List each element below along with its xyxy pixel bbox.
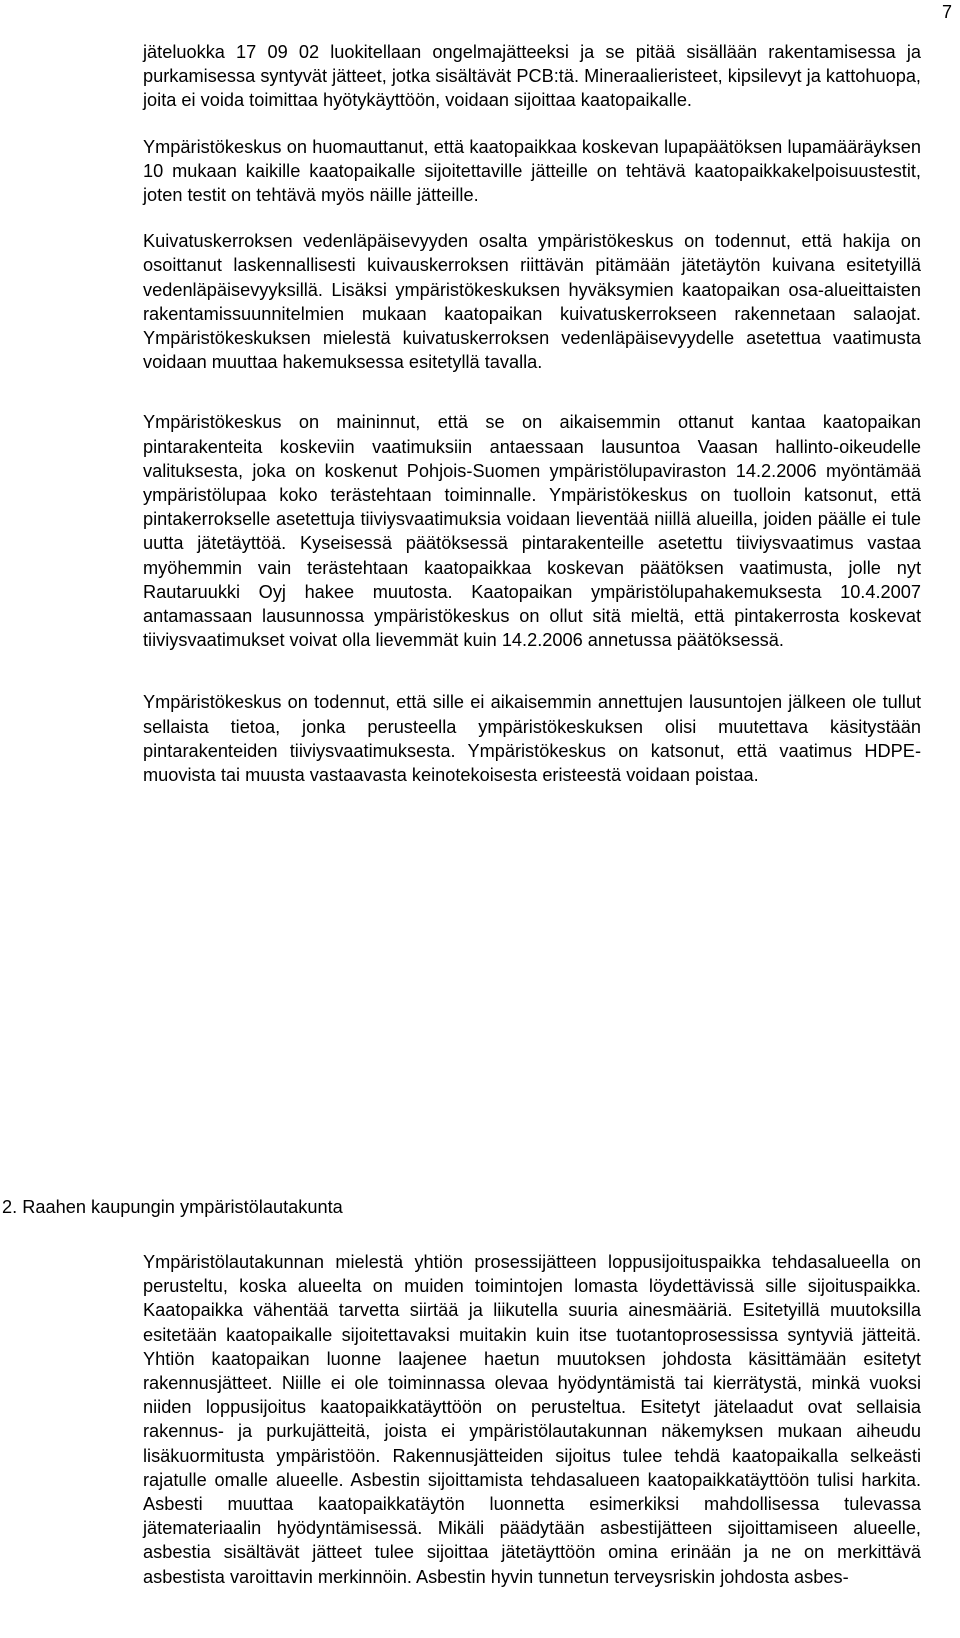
paragraph-surface-structures: Ympäristökeskus on maininnut, että se on aikaisemmin ottanut kantaa kaatopaikan pintarakenteita koskeviin vaatimuksiin antaessaan lausuntoa Vaasan hallinto-oikeudelle valituksesta, joka on koskenut Pohjois-Suomen ympäristölupaviraston 14.2.2006 myöntämää ympäristölupaa koko terästehtaan toiminnalle. Ympäristökeskus on tuolloin katsonut, että pintakerrokselle asetettuja tiiviysvaatimuksia voidaan lieventää niillä alueilla, joiden päälle ei tule uutta jätetäyttöä. Kyseisessä päätöksessä pintarakenteille asetettu tiiviysvaatimus vastaa myöhemmin vain terästehtaan kaatopaikkaa koskevan päätöksen vaatimusta, jolle nyt Rautaruukki Oyj hakee muutosta. Kaatopaikan ympäristölupahakemuksesta 10.4.2007 antamassaan lausunnossa ympäristökeskus on ollut sitä mieltä, että pintakerrosta koskevat tiiviysvaatimukset voivat olla lievemmät kuin 14.2.2006 annetussa päätöksessä. xyxy=(143,412,921,651)
paragraph-hdpe-requirement: Ympäristökeskus on todennut, että sille ei aikaisemmin annettujen lausuntojen jälkeen ole tullut sellaista tietoa, jonka perusteella ympäristökeskuksen olisi muutettava käsitystään pintarakenteiden tiiviysvaatimuksesta. Ympäristökeskus on katsonut, että vaatimus HDPE-muovista tai muusta vastaavasta keinotekoisesta eristeestä voidaan poistaa. xyxy=(143,692,921,786)
paragraph-landfill-testing: Ympäristökeskus on huomauttanut, että kaatopaikkaa koskevan lupapäätöksen lupamääräyksen 10 mukaan kaikille kaatopaikalle sijoitettaville jätteille on tehtävä kaatopaikkakelpoisuustestit, joten testit on tehtävä myös näille jätteille. xyxy=(143,136,921,206)
section-body-text xyxy=(143,1250,921,1589)
paragraph-waste-class: jäteluokka 17 09 02 luokitellaan ongelmajätteeksi ja se pitää sisällään rakentamisessa ja purkamisessa syntyvät jätteet, jotka sisältävät PCB:tä. Mineraalieristeet, kipsilevyt ja kattohuopa, joita ei voida toimittaa hyötykäyttöön, voidaan sijoittaa kaatopaikalle. xyxy=(143,42,921,111)
paragraph-drainage-layer: Kuivatuskerroksen vedenläpäisevyyden osalta ympäristökeskus on todennut, että hakija on osoittanut laskennallisesti kuivauskerroksen riittävän pitämään jätetäytön kuivana esitetyillä vedenläpäisevyyksillä. Lisäksi ympäristökeskuksen hyväksymien kaatopaikan osa-alueittaisten rakentamissuunnitelmien mukaan kaatopaikan kuivatuskerrokseen rakennetaan salaojat. Ympäristökeskuksen mielestä kuivatuskerroksen vedenläpäisevyydelle asetettua vaatimusta voidaan muuttaa hakemuksessa esitetyllä tavalla. xyxy=(143,231,921,373)
paragraph-environmental-board: Ympäristölautakunnan mielestä yhtiön prosessijätteen loppusijoituspaikka tehdasalueella on perusteltu, koska alueelta on muiden toimintojen lomasta löydettävissä sille sijoituspaikka. Kaatopaikka vähentää tarvetta siirtää ja liikutella suuria ainesmääriä. Esitetyillä muutoksilla esitetään kaatopaikalle sijoitettavaksi muitakin kuin itse tuotantoprosessissa syntyviä jätteitä. Yhtiön kaatopaikan luonne laajenee haetun muutoksen johdosta käsittämään esitetyt rakennusjätteet. Niille ei ole toiminnassa olevaa hyödyntämistä tai kierrätystä, minkä vuoksi niiden loppusijoitus kaatopaikkatäyttöön on perusteltua. Esitetyt jätelaadut ovat sellaisia rakennus- ja purkujätteitä, joista ei ympäristölautakunnan näkemyksen mukaan aiheudu lisäkuormitusta ympäristöön. Rakennusjätteiden sijoitus tulee tehdä kaatopaikalla selkeästi rajatulle omalle alueelle. Asbestin sijoittamista tehdasalueen kaatopaikkatäyttöön tulisi harkita. Asbesti muuttaa kaatopaikkatäytön luonnetta esimerkiksi mahdollisessa tulevassa jätemateriaalin hyödyntämisessä. Mikäli päädytään asbestijätteen sijoittamiseen alueelle, asbestia sisältävät jätteet tulee sijoittaa jätetäyttöön omina erinään ja ne on merkittävä asbestista varoittavin merkinnöin. Asbestin hyvin tunnetun terveysriskin johdosta asbes- xyxy=(143,1252,921,1587)
body-text xyxy=(143,40,921,787)
section-heading: 2. Raahen kaupungin ympäristölautakunta xyxy=(2,1197,343,1217)
page-number: 7 xyxy=(941,2,952,22)
